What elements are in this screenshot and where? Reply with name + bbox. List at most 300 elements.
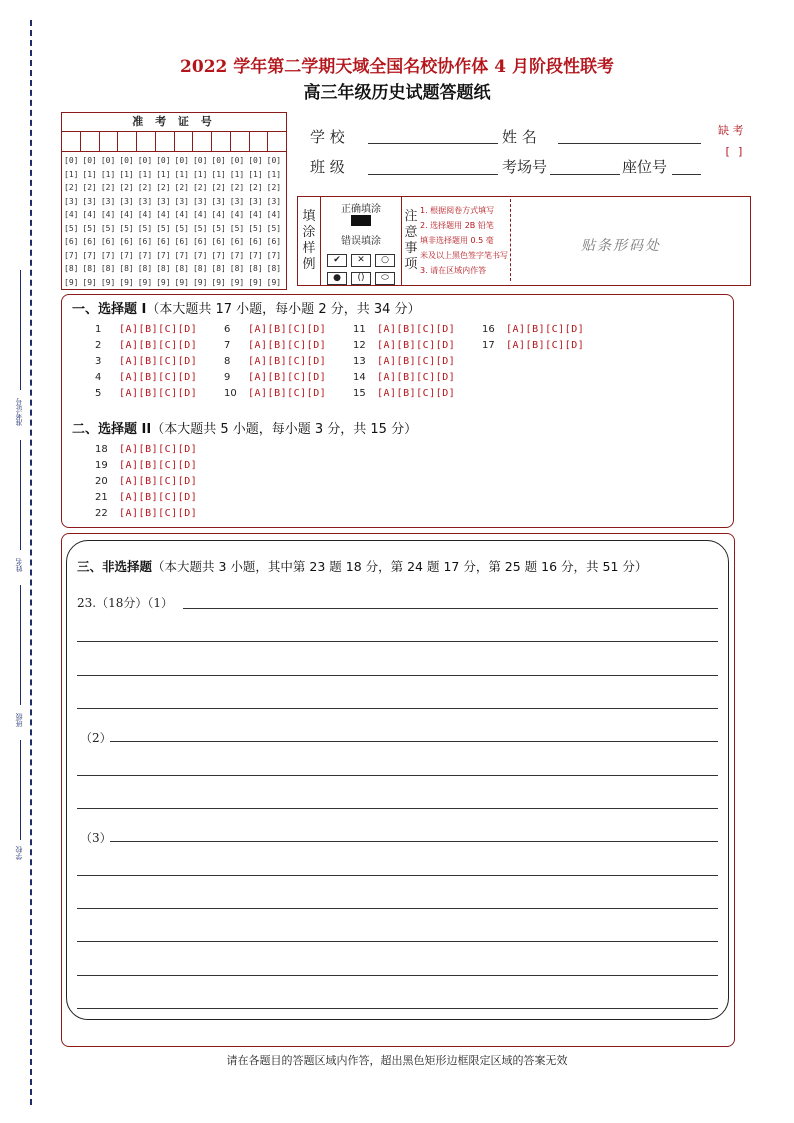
fill-instructions-box: [297, 196, 751, 286]
question-row: [224, 338, 326, 354]
exam-id-digit-box[interactable]: [156, 132, 175, 151]
exam-id-bubble[interactable]: [8]: [192, 264, 208, 273]
answer-options[interactable]: [A][B][C][D]: [377, 340, 456, 351]
exam-id-bubble[interactable]: [3]: [229, 196, 245, 206]
check-mark-icon: ✔: [327, 254, 347, 267]
exam-title: 2022 学年第二学期天域全国名校协作体 4 月阶段性联考: [180, 57, 614, 77]
question-number: 10: [224, 388, 237, 399]
answer-options[interactable]: [A][B][C][D]: [119, 356, 198, 367]
absent-checkbox[interactable]: [ ]: [724, 145, 744, 158]
answer-line[interactable]: [183, 608, 718, 609]
exam-id-bubble[interactable]: [0]: [119, 156, 134, 165]
note-item: 3. 请在区域内作答: [420, 266, 487, 275]
exam-id-bubble[interactable]: [8]: [119, 264, 134, 273]
exam-id-bubble[interactable]: [5]: [100, 223, 116, 233]
question-row: [353, 338, 455, 354]
answer-line[interactable]: [77, 1008, 718, 1009]
exam-id-bubble[interactable]: [7]: [266, 250, 282, 260]
note-item: 米及以上黑色签字笔书写: [420, 251, 508, 260]
answer-line[interactable]: [77, 808, 718, 809]
exam-id-bubble[interactable]: [9]: [156, 277, 171, 287]
section2-title: 二、选择题 II: [72, 422, 152, 437]
exam-id-bubble[interactable]: [7]: [192, 250, 208, 260]
exam-id-bubbles[interactable]: [62, 152, 286, 289]
exam-id-bubble[interactable]: [2]: [174, 183, 189, 192]
exam-id-column: [175, 154, 193, 289]
exam-id-digit-box[interactable]: [118, 132, 137, 151]
exam-id-bubble[interactable]: [9]: [266, 277, 282, 287]
exam-id-bubble[interactable]: [9]: [82, 277, 97, 287]
binding-label-school: 学校: [15, 846, 23, 860]
exam-id-digit-box[interactable]: [231, 132, 250, 151]
answer-options[interactable]: [A][B][C][D]: [248, 372, 327, 383]
note-item: 填非选择题用 0.5 毫: [420, 236, 494, 245]
section3-heading: [77, 557, 647, 575]
exam-id-bubble[interactable]: [6]: [137, 237, 153, 246]
class-label: 班 级: [310, 158, 345, 176]
exam-id-column: [101, 154, 119, 289]
exam-id-bubble[interactable]: [1]: [266, 169, 282, 179]
question-row: [353, 370, 455, 386]
exam-id-bubble[interactable]: [8]: [137, 264, 153, 273]
exam-id-bubble[interactable]: [3]: [248, 196, 263, 206]
exam-id-bubble[interactable]: [3]: [266, 196, 282, 206]
answer-line[interactable]: [110, 841, 718, 842]
answer-options[interactable]: [A][B][C][D]: [119, 324, 198, 335]
side-char: 例: [302, 257, 316, 272]
exam-id-bubble[interactable]: [3]: [64, 196, 79, 206]
answer-options[interactable]: [A][B][C][D]: [248, 324, 327, 335]
exam-id-bubble[interactable]: [3]: [119, 196, 134, 206]
question-number: 19: [95, 460, 108, 471]
exam-id-bubble[interactable]: [9]: [64, 277, 79, 287]
name-field[interactable]: [558, 143, 701, 144]
exam-id-bubble[interactable]: [0]: [229, 156, 245, 165]
question-row: [95, 370, 197, 386]
question-number: 15: [353, 388, 366, 399]
exam-id-bubble[interactable]: [8]: [82, 264, 97, 273]
question-row: [95, 338, 197, 354]
exam-id-bubble[interactable]: [8]: [229, 264, 245, 273]
answer-options[interactable]: [A][B][C][D]: [119, 372, 198, 383]
answer-options[interactable]: [A][B][C][D]: [377, 324, 456, 335]
exam-id-digit-box[interactable]: [193, 132, 212, 151]
section1-title: 一、选择题 I: [72, 302, 147, 317]
question-number: 22: [95, 508, 108, 519]
circle-mark-icon: ○: [375, 254, 395, 267]
section2-info: （本大题共 5 小题，每小题 3 分，共 15 分）: [151, 422, 418, 437]
exam-id-bubble[interactable]: [5]: [156, 223, 171, 233]
answer-line[interactable]: [110, 741, 718, 742]
exam-id-bubble[interactable]: [2]: [192, 183, 208, 192]
exam-id-bubble[interactable]: [7]: [64, 250, 79, 260]
answer-options[interactable]: [A][B][C][D]: [119, 460, 198, 471]
section1-info: （本大题共 17 小题，每小题 2 分，共 34 分）: [146, 302, 421, 317]
wrong-fill-label: 错误填涂: [341, 236, 381, 247]
exam-id-bubble[interactable]: [0]: [100, 156, 116, 165]
answer-options[interactable]: [A][B][C][D]: [119, 340, 198, 351]
exam-id-bubble[interactable]: [3]: [82, 196, 97, 206]
question-row: [482, 338, 584, 354]
seat-field[interactable]: [672, 174, 701, 175]
exam-id-digit-box[interactable]: [62, 132, 81, 151]
binding-label-name: 姓名: [15, 558, 23, 572]
exam-id-bubble[interactable]: [9]: [248, 277, 263, 287]
exam-id-bubble[interactable]: [8]: [100, 264, 116, 273]
exam-id-bubble[interactable]: [7]: [137, 250, 153, 260]
exam-id-bubble[interactable]: [7]: [119, 250, 134, 260]
q23-part3-label: （3）: [80, 831, 112, 845]
question-row: [482, 322, 584, 338]
exam-id-bubble[interactable]: [1]: [174, 169, 189, 179]
exam-id-bubble[interactable]: [5]: [64, 223, 79, 233]
partial-mark-icon: (): [351, 272, 371, 285]
answer-area: [66, 540, 729, 1020]
binding-label-exam-id: 准考证号: [15, 398, 23, 426]
exam-id-digit-box[interactable]: [175, 132, 194, 151]
note-item: 1. 根据阅卷方式填写: [420, 206, 495, 215]
exam-id-bubble[interactable]: [0]: [64, 156, 79, 165]
exam-id-bubble[interactable]: [8]: [174, 264, 189, 273]
exam-id-bubble[interactable]: [7]: [248, 250, 263, 260]
exam-id-bubble[interactable]: [6]: [119, 237, 134, 246]
exam-id-bubble[interactable]: [6]: [229, 237, 245, 246]
section2-heading: [72, 418, 417, 437]
question-number: 4: [95, 372, 102, 383]
exam-id-bubble[interactable]: [3]: [137, 196, 153, 206]
exam-id-bubble[interactable]: [1]: [119, 169, 134, 179]
answer-options[interactable]: [A][B][C][D]: [119, 492, 198, 503]
name-label: 姓 名: [502, 128, 537, 146]
exam-id-bubble[interactable]: [1]: [156, 169, 171, 179]
school-field[interactable]: [368, 143, 498, 144]
exam-id-column: [64, 154, 82, 289]
exam-id-bubble[interactable]: [0]: [174, 156, 189, 165]
exam-id-bubble[interactable]: [4]: [82, 210, 97, 219]
exam-id-bubble[interactable]: [1]: [137, 169, 153, 179]
question-row: [353, 354, 455, 370]
question-number: 7: [224, 340, 231, 351]
exam-id-bubble[interactable]: [2]: [137, 183, 153, 192]
exam-id-bubble[interactable]: [0]: [248, 156, 263, 165]
exam-id-bubble[interactable]: [9]: [119, 277, 134, 287]
exam-id-bubble[interactable]: [7]: [174, 250, 189, 260]
exam-id-bubble[interactable]: [1]: [100, 169, 116, 179]
question-row: [224, 370, 326, 386]
exam-id-digit-box[interactable]: [250, 132, 269, 151]
exam-id-column: [193, 154, 211, 289]
exam-id-digit-box[interactable]: [212, 132, 231, 151]
section3-title: 三、非选择题: [77, 559, 153, 574]
answer-options[interactable]: [A][B][C][D]: [377, 388, 456, 399]
wrong-fill-marks-row1: [327, 247, 399, 267]
exam-id-bubble[interactable]: [8]: [211, 264, 226, 273]
school-label: 学 校: [310, 128, 345, 146]
question-row: [95, 322, 197, 338]
exam-id-bubble[interactable]: [9]: [192, 277, 208, 287]
question-number: 20: [95, 476, 108, 487]
exam-id-digit-box[interactable]: [81, 132, 100, 151]
answer-options[interactable]: [A][B][C][D]: [119, 388, 198, 399]
notes-side-label: [402, 197, 420, 285]
question-number: 16: [482, 324, 495, 335]
seat-label: 座位号: [622, 158, 668, 176]
exam-id-bubble[interactable]: [8]: [266, 264, 282, 273]
question-number: 3: [95, 356, 102, 367]
class-field[interactable]: [368, 174, 498, 175]
question-number: 18: [95, 444, 108, 455]
question-row: [95, 458, 197, 474]
exam-id-bubble[interactable]: [9]: [229, 277, 245, 287]
exam-id-bubble[interactable]: [6]: [100, 237, 116, 246]
exam-id-column: [211, 154, 229, 289]
exam-id-title: 准 考 证 号: [62, 113, 286, 132]
exam-id-bubble[interactable]: [4]: [119, 210, 134, 219]
side-char: 意: [404, 225, 418, 240]
exam-id-bubble[interactable]: [1]: [192, 169, 208, 179]
note-item: 2. 选择题用 2B 铅笔: [420, 221, 494, 230]
exam-id-column: [248, 154, 266, 289]
question-column: [224, 322, 326, 402]
exam-id-bubble[interactable]: [6]: [156, 237, 171, 246]
answer-options[interactable]: [A][B][C][D]: [248, 340, 327, 351]
exam-id-bubble[interactable]: [9]: [100, 277, 116, 287]
question-number: 2: [95, 340, 102, 351]
exam-id-bubble[interactable]: [2]: [100, 183, 116, 192]
question-number: 11: [353, 324, 366, 335]
side-char: 填: [302, 209, 316, 224]
exam-id-bubble[interactable]: [7]: [100, 250, 116, 260]
question-row: [224, 354, 326, 370]
exam-id-bubble[interactable]: [4]: [192, 210, 208, 219]
exam-id-bubble[interactable]: [4]: [100, 210, 116, 219]
exam-id-bubble[interactable]: [4]: [137, 210, 153, 219]
absent-label: 缺 考: [718, 124, 744, 137]
barcode-label: 贴条形码处: [581, 238, 661, 254]
section1-heading: [72, 298, 421, 317]
exam-id-bubble[interactable]: [5]: [211, 223, 226, 233]
answer-options[interactable]: [A][B][C][D]: [506, 324, 585, 335]
exam-id-bubble[interactable]: [6]: [192, 237, 208, 246]
question-number: 8: [224, 356, 231, 367]
question-column: [95, 442, 197, 522]
exam-id-bubble[interactable]: [4]: [211, 210, 226, 219]
exam-id-digit-box[interactable]: [100, 132, 119, 151]
exam-id-digit-box[interactable]: [268, 132, 286, 151]
answer-options[interactable]: [A][B][C][D]: [506, 340, 585, 351]
exam-id-column: [119, 154, 137, 289]
exam-id-bubble[interactable]: [6]: [82, 237, 97, 246]
exam-id-bubble[interactable]: [0]: [137, 156, 153, 165]
answer-options[interactable]: [A][B][C][D]: [248, 356, 327, 367]
q23-part2-label: （2）: [80, 731, 112, 745]
side-char: 样: [302, 241, 316, 256]
exam-id-bubble[interactable]: [9]: [211, 277, 226, 287]
exam-id-bubble[interactable]: [5]: [229, 223, 245, 233]
question-row: [95, 386, 197, 402]
exam-id-bubble[interactable]: [1]: [82, 169, 97, 179]
question-row: [95, 506, 197, 522]
exam-id-bubble[interactable]: [5]: [248, 223, 263, 233]
answer-line[interactable]: [77, 775, 718, 776]
exam-id-bubble[interactable]: [1]: [64, 169, 79, 179]
side-char: 事: [404, 241, 418, 256]
exam-id-bubble[interactable]: [7]: [156, 250, 171, 260]
exam-id-bubble[interactable]: [7]: [211, 250, 226, 260]
exam-id-bubble[interactable]: [0]: [192, 156, 208, 165]
side-char: 注: [404, 209, 418, 224]
exam-id-bubble[interactable]: [2]: [229, 183, 245, 192]
dot-mark-icon: ●: [327, 272, 347, 285]
exam-id-bubble[interactable]: [2]: [82, 183, 97, 192]
exam-id-bubble[interactable]: [6]: [266, 237, 282, 246]
footer-instruction: 请在各题目的答题区域内作答，超出黑色矩形边框限定区域的答案无效: [226, 1054, 568, 1067]
answer-line[interactable]: [77, 908, 718, 909]
answer-line[interactable]: [77, 675, 718, 676]
exam-id-bubble[interactable]: [3]: [192, 196, 208, 206]
exam-id-bubble[interactable]: [4]: [156, 210, 171, 219]
exam-id-bubble[interactable]: [1]: [248, 169, 263, 179]
side-char: 项: [404, 257, 418, 272]
exam-id-bubble[interactable]: [0]: [266, 156, 282, 165]
exam-id-bubble[interactable]: [3]: [100, 196, 116, 206]
exam-id-bubble[interactable]: [2]: [156, 183, 171, 192]
fill-example-side-label: [298, 197, 321, 285]
exam-id-bubble[interactable]: [4]: [64, 210, 79, 219]
exam-id-bubble[interactable]: [0]: [82, 156, 97, 165]
exam-id-bubble[interactable]: [1]: [211, 169, 226, 179]
exam-id-bubble[interactable]: [2]: [119, 183, 134, 192]
exam-id-bubble[interactable]: [5]: [119, 223, 134, 233]
exam-id-column: [138, 154, 156, 289]
answer-options[interactable]: [A][B][C][D]: [119, 508, 198, 519]
question-row: [95, 490, 197, 506]
exam-id-bubble[interactable]: [3]: [156, 196, 171, 206]
answer-line[interactable]: [77, 641, 718, 642]
question-row: [353, 386, 455, 402]
exam-id-bubble[interactable]: [3]: [174, 196, 189, 206]
exam-id-bubble[interactable]: [8]: [156, 264, 171, 273]
exam-id-bubble[interactable]: [9]: [174, 277, 189, 287]
correct-fill-mark: [351, 215, 371, 226]
exam-id-bubble[interactable]: [4]: [248, 210, 263, 219]
q23-part1-label: 23.（18分）（1）: [77, 596, 173, 610]
question-number: 21: [95, 492, 108, 503]
side-char: 涂: [302, 225, 316, 240]
question-row: [224, 322, 326, 338]
question-number: 12: [353, 340, 366, 351]
exam-id-bubble[interactable]: [5]: [174, 223, 189, 233]
question-number: 14: [353, 372, 366, 383]
binding-rule: [20, 585, 21, 705]
exam-id-bubble[interactable]: [8]: [64, 264, 79, 273]
exam-id-column: [230, 154, 248, 289]
exam-id-bubble[interactable]: [6]: [174, 237, 189, 246]
question-row: [95, 474, 197, 490]
answer-sheet-title: 高三年级历史试题答题纸: [303, 83, 491, 103]
exam-id-bubble[interactable]: [4]: [229, 210, 245, 219]
exam-id-bubble[interactable]: [5]: [192, 223, 208, 233]
answer-options[interactable]: [A][B][C][D]: [119, 476, 198, 487]
question-row: [224, 386, 326, 402]
exam-id-bubble[interactable]: [2]: [266, 183, 282, 192]
question-number: 1: [95, 324, 102, 335]
exam-id-column: [267, 154, 285, 289]
exam-id-bubble[interactable]: [7]: [82, 250, 97, 260]
question-number: 6: [224, 324, 231, 335]
answer-options[interactable]: [A][B][C][D]: [377, 356, 456, 367]
exam-id-bubble[interactable]: [2]: [248, 183, 263, 192]
exam-id-bubble[interactable]: [6]: [64, 237, 79, 246]
binding-rule: [20, 270, 21, 390]
exam-id-column: [156, 154, 174, 289]
wrong-fill-marks-row2: [327, 265, 399, 285]
exam-id-digit-box[interactable]: [137, 132, 156, 151]
exam-id-bubble[interactable]: [5]: [266, 223, 282, 233]
exam-id-bubble[interactable]: [7]: [229, 250, 245, 260]
exam-id-bubble[interactable]: [1]: [229, 169, 245, 179]
section3-info: （本大题共 3 小题，其中第 23 题 18 分，第 24 题 17 分，第 25 题 16 分，共 51 分）: [152, 559, 648, 574]
question-column: [353, 322, 455, 402]
barcode-area: [510, 199, 744, 281]
exam-id-bubble[interactable]: [5]: [137, 223, 153, 233]
fill-examples: [321, 197, 402, 285]
answer-line[interactable]: [77, 875, 718, 876]
question-row: [95, 354, 197, 370]
question-column: [95, 322, 197, 402]
answer-options[interactable]: [A][B][C][D]: [377, 372, 456, 383]
cross-mark-icon: ✕: [351, 254, 371, 267]
exam-id-bubble[interactable]: [5]: [82, 223, 97, 233]
exam-id-bubble[interactable]: [9]: [137, 277, 153, 287]
exam-room-label: 考场号: [502, 158, 548, 176]
question-number: 5: [95, 388, 102, 399]
exam-id-bubble[interactable]: [2]: [64, 183, 79, 192]
exam-id-bubble[interactable]: [4]: [266, 210, 282, 219]
exam-id-bubble[interactable]: [0]: [156, 156, 171, 165]
oval-mark-icon: ⬭: [375, 272, 395, 285]
notes-list: [420, 203, 510, 278]
question-row: [353, 322, 455, 338]
exam-id-grid: [61, 112, 287, 290]
question-number: 13: [353, 356, 366, 367]
answer-line[interactable]: [77, 975, 718, 976]
binding-label-class: 班级: [15, 713, 23, 727]
binding-line: [30, 20, 32, 1105]
question-row: [95, 442, 197, 458]
answer-line[interactable]: [77, 941, 718, 942]
question-column: [482, 322, 584, 354]
exam-id-column: [82, 154, 100, 289]
exam-id-write-row[interactable]: [62, 132, 286, 152]
exam-id-bubble[interactable]: [0]: [211, 156, 226, 165]
binding-rule: [20, 740, 21, 840]
question-number: 9: [224, 372, 231, 383]
exam-id-bubble[interactable]: [6]: [211, 237, 226, 246]
correct-fill-label: 正确填涂: [341, 204, 381, 215]
answer-options[interactable]: [A][B][C][D]: [248, 388, 327, 399]
exam-id-bubble[interactable]: [8]: [248, 264, 263, 273]
exam-id-bubble[interactable]: [3]: [211, 196, 226, 206]
exam-id-bubble[interactable]: [6]: [248, 237, 263, 246]
answer-options[interactable]: [A][B][C][D]: [119, 444, 198, 455]
binding-rule: [20, 440, 21, 550]
exam-id-bubble[interactable]: [4]: [174, 210, 189, 219]
answer-line[interactable]: [77, 708, 718, 709]
exam-room-field[interactable]: [550, 174, 620, 175]
question-number: 17: [482, 340, 495, 351]
exam-id-bubble[interactable]: [2]: [211, 183, 226, 192]
